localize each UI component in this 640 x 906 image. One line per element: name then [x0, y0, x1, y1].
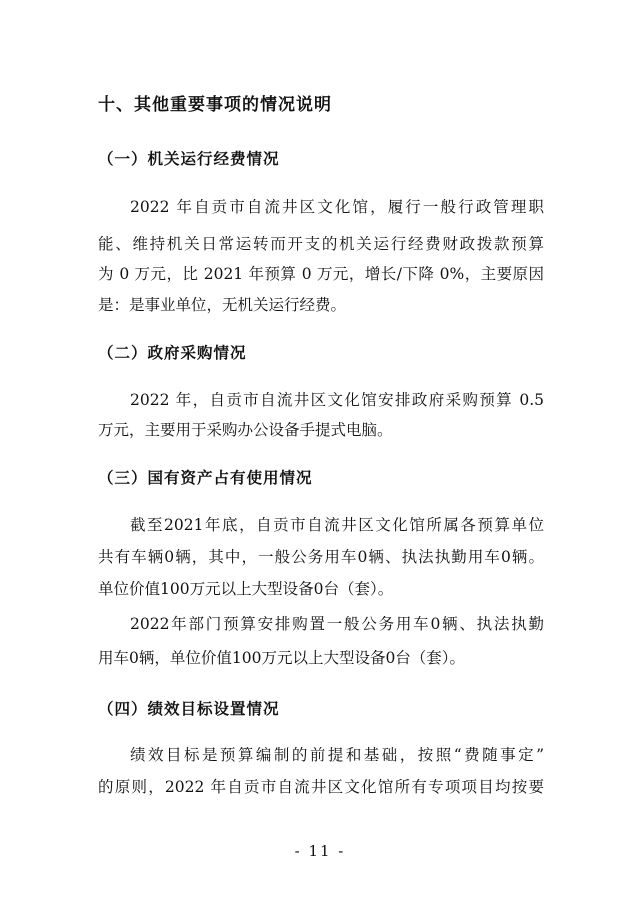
paragraph-line: 共有车辆0辆，其中，一般公务用车0辆、执法执勤用车0辆。	[98, 548, 544, 566]
paragraph-line: 能、维持机关日常运转而开支的机关运行经费财政拨款预算	[98, 235, 544, 253]
section-heading: 十、其他重要事项的情况说明	[98, 95, 332, 115]
page-number: - 11 -	[294, 842, 346, 860]
paragraph-line: 是：是事业单位，无机关运行经费。	[98, 296, 347, 314]
paragraph-line: 2022年部门预算安排购置一般公务用车0辆、执法执勤	[130, 615, 544, 633]
paragraph-line: 为 0 万元，比 2021 年预算 0 万元，增长/下降 0%，主要原因	[98, 265, 544, 283]
subsection-title-3: （三）国有资产占有使用情况	[98, 469, 313, 487]
paragraph-line: 绩效目标是预算编制的前提和基础，按照“费随事定”	[130, 746, 544, 764]
paragraph-line: 截至2021年底，自贡市自流井区文化馆所属各预算单位	[130, 516, 544, 534]
paragraph-line: 的原则，2022 年自贡市自流井区文化馆所有专项项目均按要	[98, 778, 544, 796]
paragraph-line: 2022 年，自贡市自流井区文化馆安排政府采购预算 0.5	[130, 391, 544, 409]
paragraph-line: 2022 年自贡市自流井区文化馆，履行一般行政管理职	[130, 198, 544, 216]
subsection-title-4: （四）绩效目标设置情况	[98, 700, 280, 718]
paragraph-line: 用车0辆，单位价值100万元以上大型设备0台（套）。	[98, 649, 466, 667]
paragraph-line: 万元，主要用于采购办公设备手提式电脑。	[98, 421, 393, 439]
paragraph-line: 单位价值100万元以上大型设备0台（套）。	[98, 580, 394, 598]
subsection-title-2: （二）政府采购情况	[98, 344, 247, 362]
subsection-title-1: （一）机关运行经费情况	[98, 150, 280, 168]
